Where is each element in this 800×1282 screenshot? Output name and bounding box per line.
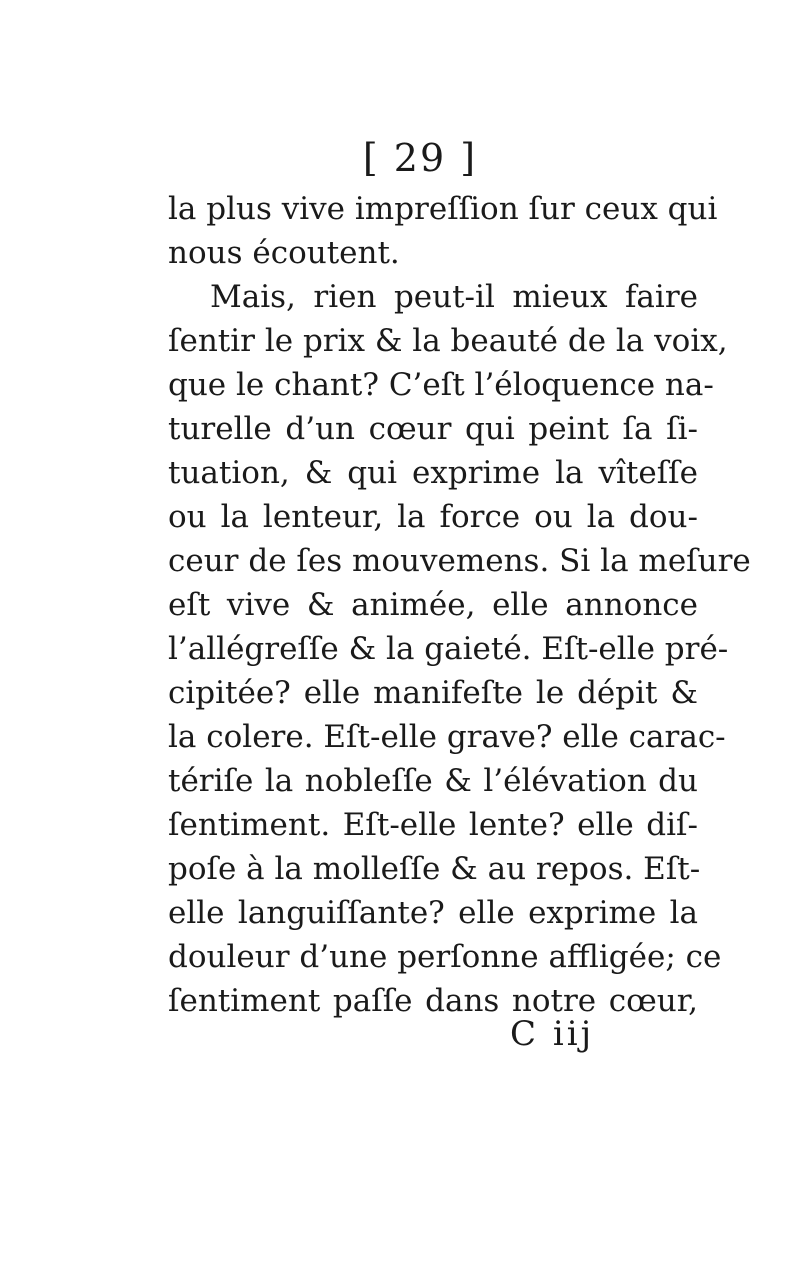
text-line: eſt vive & animée, elle annonce: [168, 587, 698, 623]
text-line: Mais, rien peut-il mieux faire: [210, 279, 698, 315]
text-line: ſentiment paſſe dans notre cœur,: [168, 983, 698, 1019]
text-line: tériſe la nobleſſe & l’élévation du: [168, 763, 698, 799]
text-line: poſe à la molleſſe & au repos. Eſt-: [168, 851, 701, 887]
text-line: la plus vive impreſſion ſur ceux qui: [168, 191, 718, 227]
text-line: cipitée? elle manifeſte le dépit &: [168, 675, 698, 711]
text-line: elle languiſſante? elle exprime la: [168, 895, 698, 931]
text-line: la colere. Eſt-elle grave? elle carac-: [168, 719, 726, 755]
text-line: que le chant? C’eſt l’éloquence na-: [168, 367, 714, 403]
text-line: ſentir le prix & la beauté de la voix,: [168, 323, 728, 359]
text-line: ou la lenteur, la force ou la dou-: [168, 499, 698, 535]
text-line: l’allégreſſe & la gaieté. Eſt-elle pré-: [168, 631, 729, 667]
signature-mark: C iij: [510, 1014, 595, 1054]
text-line: douleur d’une perſonne affligée; ce: [168, 939, 722, 975]
body-text: [168, 187, 751, 1023]
text-line: tuation, & qui exprime la vîteſſe: [168, 455, 698, 491]
text-line: ſentiment. Eſt-elle lente? elle diſ-: [168, 807, 698, 843]
text-line: ceur de ſes mouvemens. Si la meſure: [168, 543, 751, 579]
text-line: turelle d’un cœur qui peint ſa ſi-: [168, 411, 698, 447]
page-number: [ 29 ]: [362, 136, 478, 180]
text-line: nous écoutent.: [168, 235, 400, 271]
